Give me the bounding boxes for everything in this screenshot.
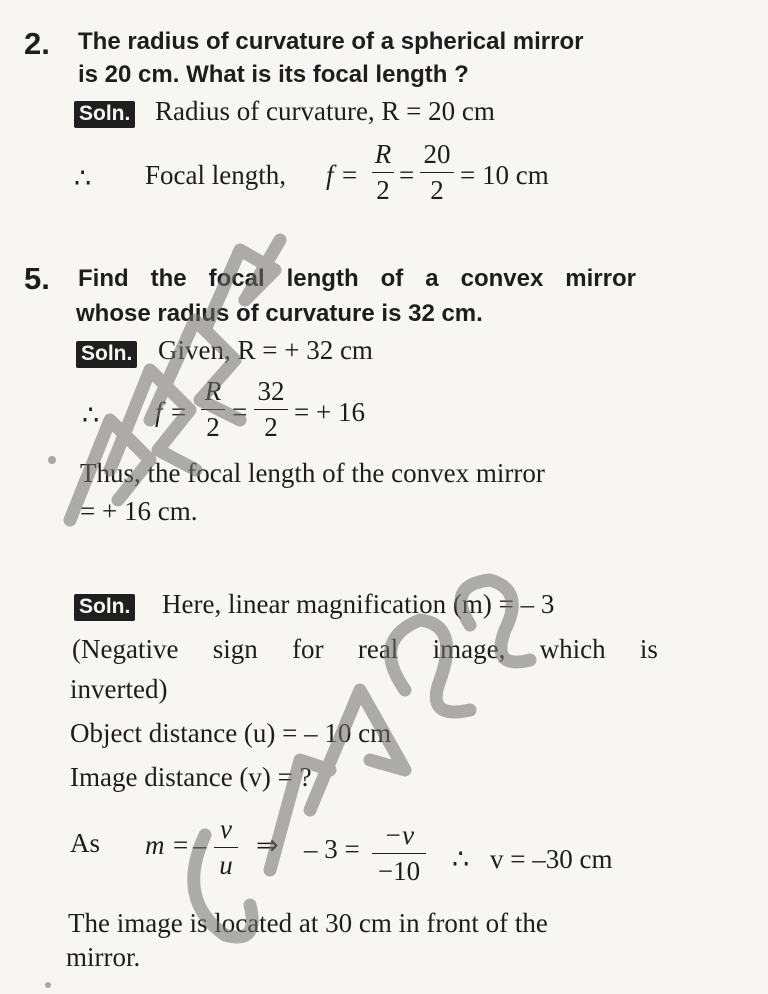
denominator: −10 [377,856,421,886]
solution-text: Given, R = + 32 cm [158,335,373,365]
equals-sign: = [399,160,415,190]
equation-label: As [70,828,101,858]
equation-label: Focal length, [145,160,286,190]
question-text-line: Find the focal length of a convex mirror [78,265,636,292]
fraction [372,141,394,204]
equation-step: – 3 = [304,834,360,864]
equation-result: v = –30 cm [490,844,613,874]
solution-text: Object distance (u) = – 10 cm [70,718,392,748]
equals-sign: = [232,397,248,427]
denominator: u [219,850,233,880]
equation-lhs: m = [145,830,190,860]
numerator: v [220,814,232,844]
fraction [372,822,426,885]
question-text-line: whose radius of curvature is 32 cm. [76,300,483,327]
fraction [201,378,225,441]
equation-lhs: f = [155,397,188,427]
solution-label: Soln. [74,101,135,128]
conclusion-text: mirror. [66,942,141,972]
denominator: 2 [376,175,390,205]
conclusion-text: = + 16 cm. [80,496,198,526]
conclusion-text: The image is located at 30 cm in front of the [68,908,548,938]
fraction [214,816,238,879]
therefore-symbol: ∴ [74,163,92,193]
solution-text: (Negative sign for real image, which is [72,634,658,664]
numerator: R [374,139,392,169]
solution-text: Radius of curvature, R = 20 cm [155,96,495,126]
question-text-line: The radius of curvature of a spherical mirror [78,28,584,55]
denominator: 2 [264,412,278,442]
conclusion-text: Thus, the focal length of the convex mirror [80,458,545,488]
question-number: 2. [24,26,50,61]
solution-text: Here, linear magnification (m) = – 3 [162,589,555,619]
solution-label: Soln. [74,594,135,621]
implies-arrow: ⇒ [256,830,279,860]
fraction [420,141,454,204]
denominator: 2 [206,412,220,442]
solution-text: Image distance (v) = ? [70,762,312,792]
question-text-line: is 20 cm. What is its focal length ? [78,61,469,88]
therefore-symbol: ∴ [452,844,470,874]
question-number: 5. [24,261,50,296]
numerator: 32 [257,376,285,406]
numerator: R [204,376,222,406]
equation-lhs: f = [326,160,359,190]
solution-label: Soln. [76,341,137,368]
denominator: 2 [430,175,444,205]
solution-text: inverted) [70,674,168,704]
equation-result: = + 16 [294,397,365,427]
therefore-symbol: ∴ [82,400,100,430]
numerator: 20 [423,139,451,169]
minus-sign: – [193,830,207,860]
numerator: −v [383,820,415,850]
equation-result: = 10 cm [460,160,549,190]
fraction [254,378,288,441]
